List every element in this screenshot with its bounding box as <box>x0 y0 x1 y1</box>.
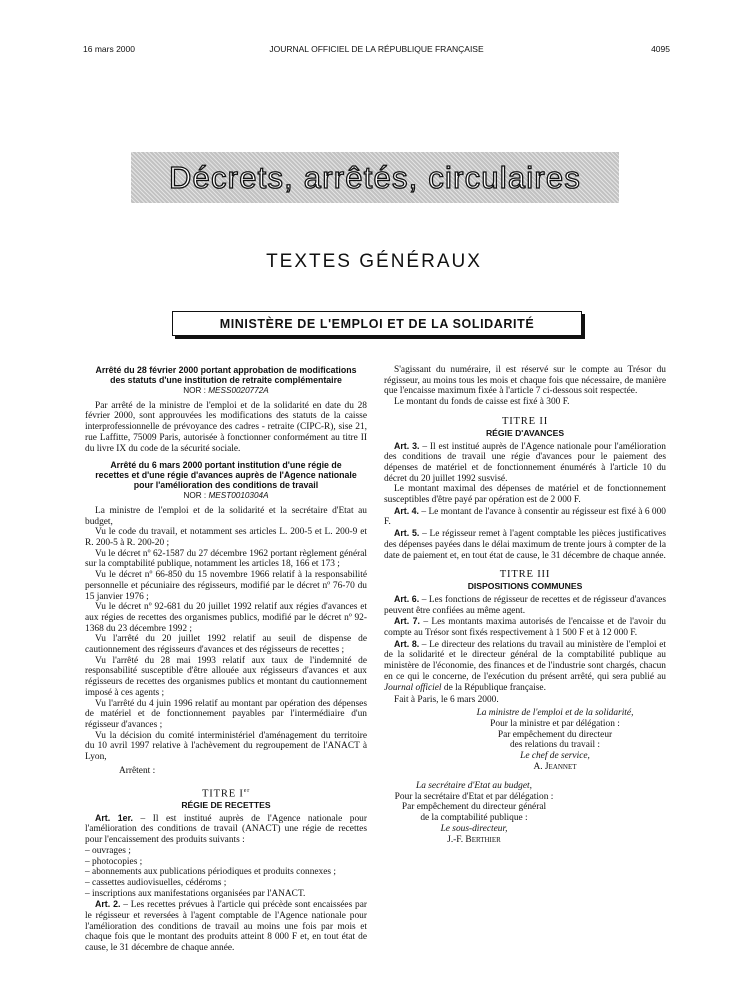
article-7 <box>384 616 666 638</box>
titre-2-label: TITRE II <box>501 415 549 427</box>
nor-code: MEST0010304A <box>208 491 269 501</box>
signature-line: Le sous-directeur, <box>440 823 508 834</box>
titre-1-text: TITRE I <box>201 788 244 800</box>
article-3-text: – Il est institué auprès de l'Agence nationale pour l'amélioration des conditions de travail une régie d'avances pour le paiement des dépenses de matériel et de fonctionnement énumérés à l'article 10 du décret du 20 juillet 1992 susvisé. <box>384 441 666 484</box>
article-8 <box>384 639 666 694</box>
visa-paragraph: Vu le décret nº 92-681 du 20 juillet 1992 relatif aux régies d'avances et aux régies de recettes des organismes publics, modifié par le décret nº 92-1368 du 23 décembre 1992 ; <box>85 602 367 634</box>
list-item: – ouvrages ; <box>85 845 131 856</box>
article-6-label: Art. 6. <box>394 593 420 604</box>
article-3-label: Art. 3. <box>394 440 420 451</box>
signature-line: Pour la secrétaire d'Etat et par délégation : <box>394 791 554 802</box>
article-8-text-b: de la République française. <box>441 682 546 693</box>
arrete-1-body: Par arrêté de la ministre de l'emploi et de la solidarité en date du 28 février 2000, sont approuvées les modifications des statuts de la caisse interprofessionnelle de prévoyance des cadres - retraite (CIPC-R), sise 21, rue Laffitte, 75009 Paris, autorisée à fonctionner conformément au titre II du livre IX du code de la sécurité sociale. <box>85 400 367 454</box>
article-7-label: Art. 7. <box>394 616 420 627</box>
signature-line: Pour la ministre et par délégation : <box>490 718 620 729</box>
nor-label: NOR : <box>183 491 209 501</box>
section-title: TEXTES GÉNÉRAUX <box>266 251 482 272</box>
titre-1-heading: RÉGIE DE RECETTES <box>181 800 271 811</box>
signature-block-1 <box>444 708 666 773</box>
visa-paragraph: La ministre de l'emploi et de la solidarité et la secrétaire d'Etat au budget, <box>85 505 367 527</box>
article-5-text: – Le régisseur remet à l'agent comptable les pièces justificatives des dépenses payées dans le délai maximum de trente jours à compter de la date de paiement et, en tout état de cause, le 31 décembre de chaque année. <box>384 529 666 561</box>
article-2-text: – Les recettes prévues à l'article qui précède sont encaissées par le régisseur et reversées à l'agent comptable de l'Agence nationale pour l'amélioration des conditions de travail au moins une fois par mois et chaque fois que le montant des produits atteint 8 000 F et, en tout état de cause, le 31 décembre de chaque année. <box>85 900 367 954</box>
article-1-text: – Il est institué auprès de l'Agence nationale pour l'amélioration des conditions de travail (ANACT) une régie de recettes pour l'encaissement des produits suivants : <box>85 813 367 846</box>
header-page-number: 4095 <box>651 44 670 54</box>
product-list <box>85 846 367 900</box>
visa-paragraph: Vu la décision du comité interministériel d'aménagement du territoire du 10 avril 1997 relative à l'achèvement du regroupement de l'ANACT à Lyon, <box>85 730 367 763</box>
titre-3-label: TITRE III <box>499 569 551 581</box>
list-item: – photocopies ; <box>85 856 143 867</box>
right-column <box>384 365 666 846</box>
article-7-text: – Les montants maxima autorisés de l'encaisse et de l'avoir du compte au Trésor sont fixés respectivement à 1 500 F et à 12 000 F. <box>384 617 666 639</box>
rubric-banner-text: Décrets, arrêtés, circulaires <box>168 159 582 195</box>
visa-paragraph: Vu l'arrêté du 28 mai 1993 relatif aux taux de l'indemnité de responsabilité susceptible d'être allouée aux régisseurs d'avances et aux régisseurs de recettes des organismes publics et montant du cautionnement imposé à ces agents ; <box>85 655 367 698</box>
header-date: 16 mars 2000 <box>83 44 135 54</box>
visa-paragraph: Vu le décret nº 62-1587 du 27 décembre 1962 portant règlement général sur la comptabilité publique, notamment les articles 18, 166 et 173 ; <box>85 548 367 570</box>
visa-paragraph: Vu l'arrêté du 4 juin 1996 relatif au montant par opération des dépenses de matériel et de fonctionnement payables par l'intermédiaire d'un régisseur d'avances ; <box>85 698 367 730</box>
titre-3-heading: DISPOSITIONS COMMUNES <box>467 581 583 592</box>
journal-officiel-ref: Journal officiel <box>384 682 442 693</box>
titre-2-heading: RÉGIE D'AVANCES <box>485 427 565 438</box>
signature-line: La secrétaire d'Etat au budget, <box>416 780 532 791</box>
signatory-name: J.-F. Berthier <box>447 834 501 845</box>
article-8-text-a: – Le directeur des relations du travail au ministère de l'emploi et de la solidarité et le directeur général de la comptabilité publique au ministère de l'économie, des finances et de l'industrie sont chargés, chacun en ce qui le concerne, de l'exécution du présent arrêté, qui sera publié au <box>384 639 666 682</box>
header-journal-title: JOURNAL OFFICIEL DE LA RÉPUBLIQUE FRANÇAISE <box>269 44 484 54</box>
nor-code: MESS0020772A <box>208 386 269 395</box>
article-3 <box>384 441 666 485</box>
signatory-name: A. Jeannet <box>533 761 577 772</box>
visa-paragraph: Vu le code du travail, et notamment ses articles L. 200-5 et L. 200-9 et R. 200-5 à R. 200-20 ; <box>85 527 367 549</box>
article-3-para-2: Le montant maximal des dépenses de matériel et de fonctionnement susceptibles d'être payé par opération est de 2 000 F. <box>384 484 666 506</box>
visa-paragraph: Vu le décret nº 66-850 du 15 novembre 1966 relatif à la responsabilité personnelle et pécuniaire des régisseurs, modifié par le décret nº 76-70 du 15 janvier 1976 ; <box>85 570 367 602</box>
arrete-1 <box>85 365 367 454</box>
signing-place-date: Fait à Paris, le 6 mars 2000. <box>394 695 499 706</box>
list-item: – cassettes audiovisuelles, cédéroms ; <box>85 877 227 888</box>
titre-1-sup: er <box>243 787 251 794</box>
rubric-banner <box>131 152 619 203</box>
article-1 <box>85 813 367 846</box>
article-2-para-3: Le montant du fonds de caisse est fixé à 300 F. <box>394 397 570 408</box>
ministry-heading: MINISTÈRE DE L'EMPLOI ET DE LA SOLIDARITÉ <box>219 316 535 331</box>
signature-line: de la comptabilité publique : <box>420 813 528 824</box>
arrete-2-nor <box>85 491 367 502</box>
arretent-label: Arrêtent : <box>119 765 156 776</box>
article-4-text: – Le montant de l'avance à consentir au régisseur est fixé à 6 000 F. <box>384 506 666 528</box>
arrete-2 <box>85 460 367 954</box>
visa-paragraph: Vu l'arrêté du 20 juillet 1992 relatif au seuil de dispense de cautionnement des régisseurs d'avances et des régisseurs de recettes ; <box>85 634 367 656</box>
signature-line: Par empêchement du directeur général <box>401 802 547 813</box>
article-2-label: Art. 2. <box>95 899 121 910</box>
list-item: – abonnements aux publications périodiques et produits connexes ; <box>85 867 336 878</box>
signature-line: Par empêchement du directeur <box>497 729 613 740</box>
arrete-1-title: Arrêté du 28 février 2000 portant approbation de modifications des statuts d'une institution de retraite complémentaire <box>95 365 357 385</box>
article-1-label: Art. 1er. <box>95 812 133 823</box>
left-column <box>85 365 367 954</box>
article-6 <box>384 594 666 616</box>
titre-1-label <box>85 785 367 801</box>
article-8-label: Art. 8. <box>394 638 420 649</box>
article-4-label: Art. 4. <box>394 505 419 516</box>
arrete-2-title: Arrêté du 6 mars 2000 portant institution d'une régie de recettes et d'une régie d'avances auprès de l'Agence nationale pour l'amélioration des conditions de travail <box>95 460 357 491</box>
article-5-label: Art. 5. <box>394 528 420 539</box>
running-header <box>83 44 670 56</box>
article-2-para-2: S'agissant du numéraire, il est réservé sur le compte au Trésor du régisseur, au moins tous les mois et chaque fois que nécessaire, de manière que l'encaisse maximum fixée à l'article 7 ci-dessous soit respectée. <box>384 365 666 397</box>
article-2 <box>85 899 367 954</box>
signature-line: La ministre de l'emploi et de la solidarité, <box>476 707 634 718</box>
nor-label: NOR : <box>183 386 209 395</box>
signature-line: Le chef de service, <box>520 751 590 762</box>
signature-block-2 <box>384 781 564 846</box>
article-4 <box>384 506 666 528</box>
article-6-text: – Les fonctions de régisseur de recettes et de régisseur d'avances peuvent être confiées au même agent. <box>384 594 666 616</box>
list-item: – inscriptions aux manifestations organisées par l'ANACT. <box>85 888 306 899</box>
article-5 <box>384 528 666 561</box>
signature-line: des relations du travail : <box>509 740 601 751</box>
arrete-1-nor <box>85 386 367 397</box>
ministry-heading-box <box>172 311 582 336</box>
